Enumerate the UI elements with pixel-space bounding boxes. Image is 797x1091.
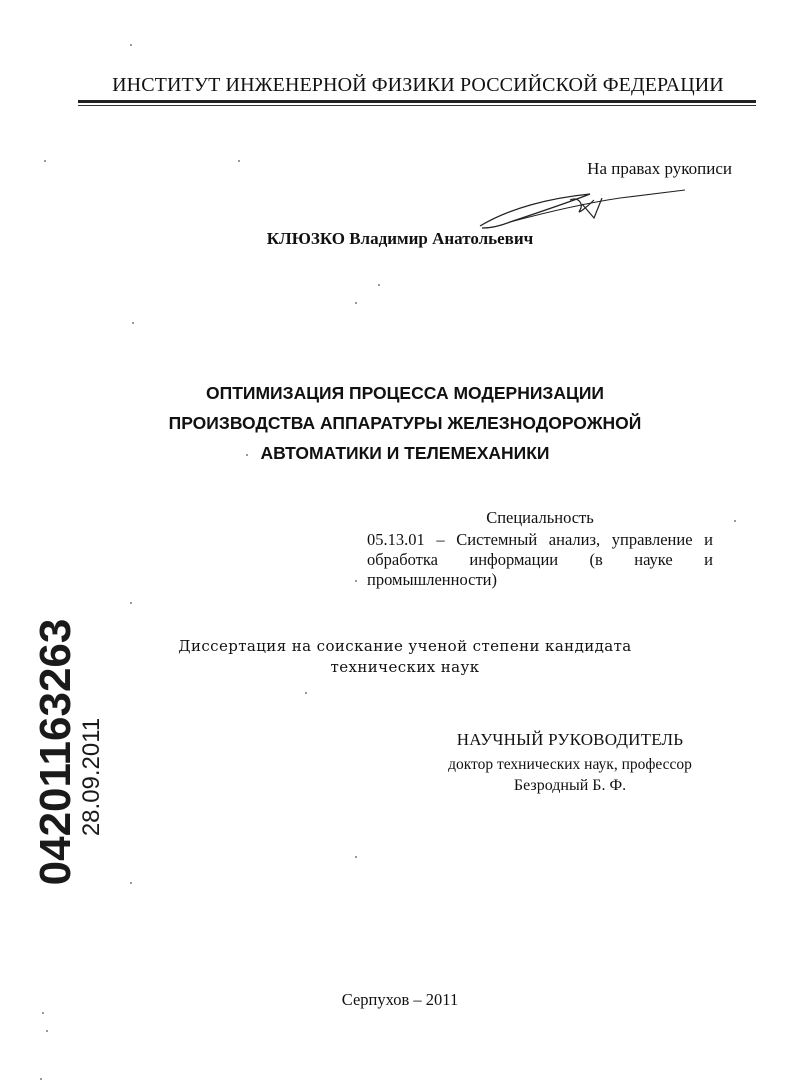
supervisor-degree: доктор технических наук, профессор [448,756,692,773]
scan-speck [130,44,132,46]
scan-speck [238,160,240,162]
header-rule-thin [78,105,756,106]
supervisor-heading: НАУЧНЫЙ РУКОВОДИТЕЛЬ [456,730,684,749]
scan-speck [42,1012,44,1014]
dissertation-degree-statement [150,636,660,678]
supervisor-name: Безродный Б. Ф. [513,777,627,794]
manuscript-rights-note: На правах рукописи [587,159,732,178]
degree-line-2: технических наук [330,658,480,676]
scan-speck [130,602,132,604]
title-line-2: ПРОИЗВОДСТВА АППАРАТУРЫ ЖЕЛЕЗНОДОРОЖНОЙ [168,413,642,433]
library-stamp-date: 28.09.2011 [78,717,105,837]
scan-speck [305,692,307,694]
specialty-line-3: промышленности) [367,570,497,589]
scan-speck [246,454,248,456]
institute-header: ИНСТИТУТ ИНЖЕНЕРНОЙ ФИЗИКИ РОССИЙСКОЙ ФЕДЕРАЦИИ [112,74,724,96]
scan-speck [46,1030,48,1032]
scan-speck [40,1078,42,1080]
specialty-description [367,530,713,590]
scan-speck [355,302,357,304]
title-line-3: АВТОМАТИКИ И ТЕЛЕМЕХАНИКИ [260,443,550,463]
scan-speck [132,322,134,324]
scan-speck [130,882,132,884]
degree-line-1: Диссертация на соискание ученой степени кандидата [178,637,632,655]
author-name: КЛЮЗКО Владимир Анатольевич [266,229,534,248]
library-stamp-code: 04201163263 [31,618,80,886]
scan-speck [355,580,357,582]
scan-speck [378,284,380,286]
scan-speck [734,520,736,522]
specialty-heading: Специальность [486,508,594,527]
specialty-line-2: обработка информации (в науке и [367,550,713,569]
header-rule-thick [78,100,756,103]
scan-speck [355,856,357,858]
specialty-line-1: 05.13.01 – Системный анализ, управление и [367,530,713,549]
title-line-1: ОПТИМИЗАЦИЯ ПРОЦЕССА МОДЕРНИЗАЦИИ [206,383,604,403]
dissertation-title [110,378,700,468]
scan-speck [44,160,46,162]
city-year: Серпухов – 2011 [341,990,459,1009]
